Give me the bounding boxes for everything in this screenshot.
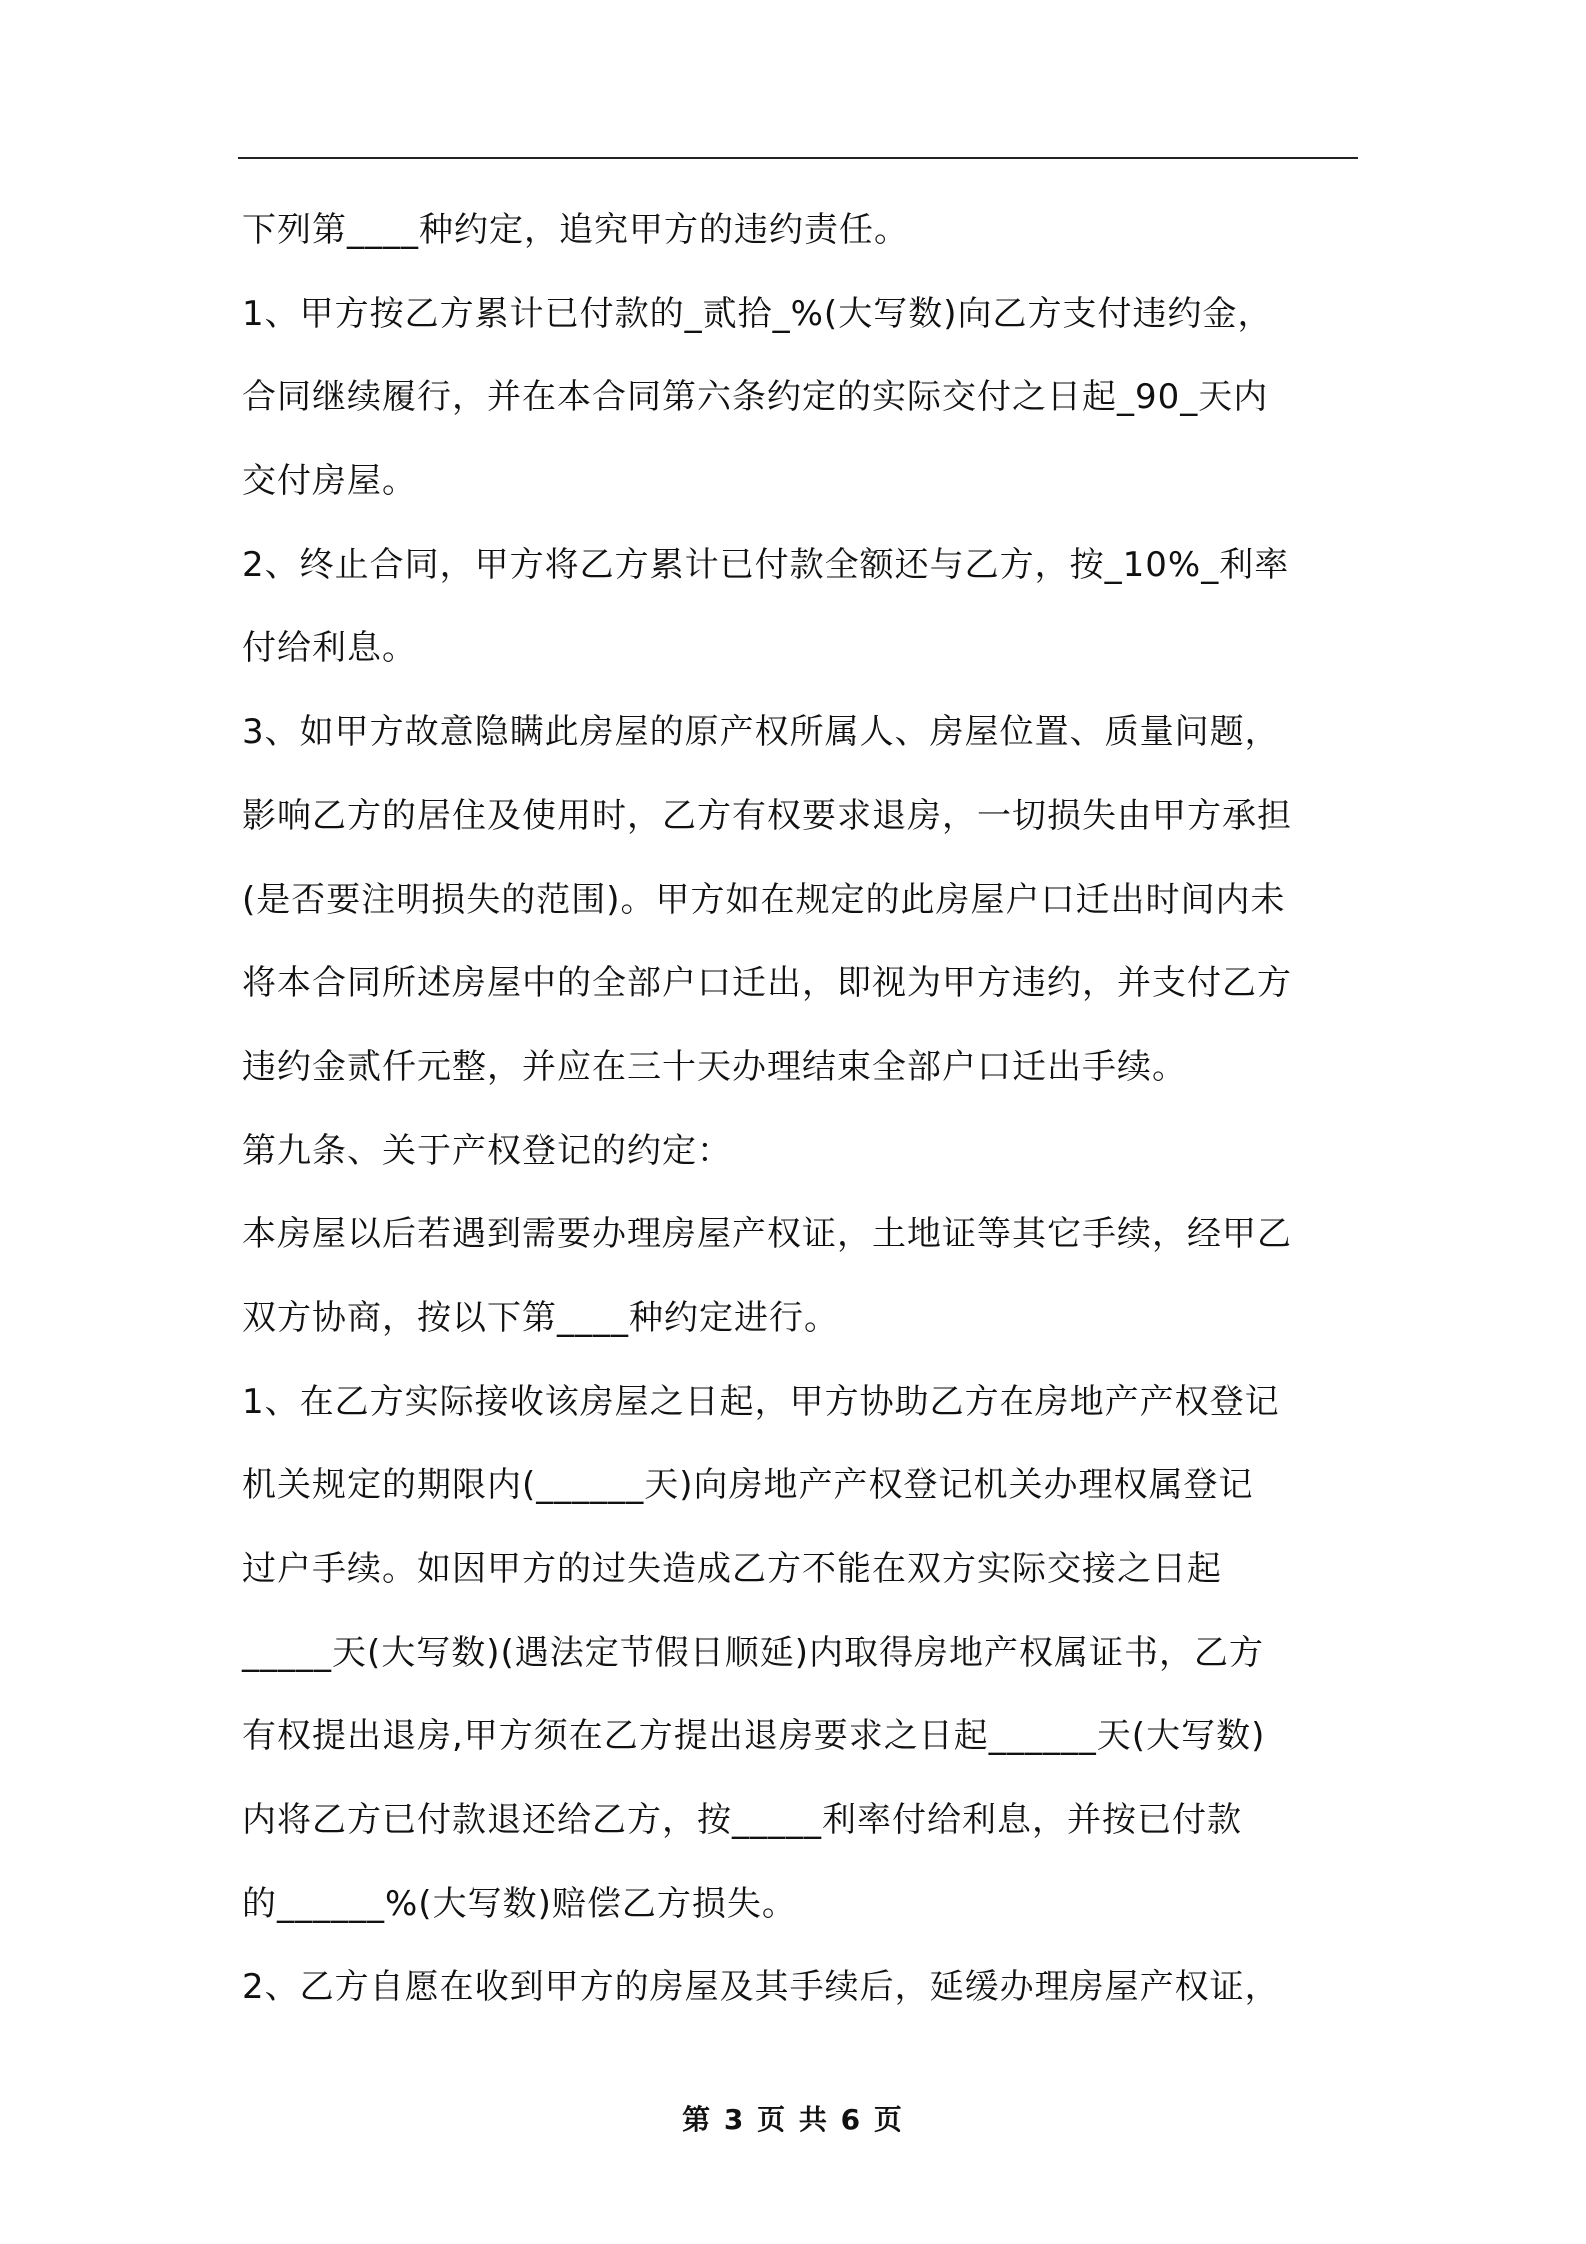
page-number: 第 3 页 共 6 页 — [682, 2103, 904, 2136]
text-line: 有权提出退房,甲方须在乙方提出退房要求之日起______天(大写数) — [242, 1716, 1266, 1757]
text-line: 交付房屋。 — [242, 461, 417, 502]
text-line: 付给利息。 — [242, 628, 417, 669]
text-line: 的______%(大写数)赔偿乙方损失。 — [242, 1883, 797, 1924]
document-body — [242, 196, 1360, 2037]
text-line: 3、如甲方故意隐瞒此房屋的原产权所属人、房屋位置、质量问题， — [242, 712, 1280, 753]
text-line: 1、甲方按乙方累计已付款的_贰拾_%(大写数)向乙方支付违约金， — [242, 293, 1273, 334]
text-line: 影响乙方的居住及使用时，乙方有权要求退房，一切损失由甲方承担 — [242, 795, 1292, 836]
text-line: 2、终止合同，甲方将乙方累计已付款全额还与乙方，按_10%_利率 — [242, 544, 1290, 585]
header-rule — [238, 157, 1358, 159]
text-line: 双方协商，按以下第____种约定进行。 — [242, 1297, 839, 1338]
text-line: 1、在乙方实际接收该房屋之日起，甲方协助乙方在房地产产权登记 — [242, 1381, 1280, 1422]
text-line: 违约金贰仟元整，并应在三十天办理结束全部户口迁出手续。 — [242, 1046, 1187, 1087]
text-line: 将本合同所述房屋中的全部户口迁出，即视为甲方违约，并支付乙方 — [242, 963, 1292, 1004]
text-line: 内将乙方已付款退还给乙方，按_____利率付给利息，并按已付款 — [242, 1800, 1242, 1841]
text-line: 本房屋以后若遇到需要办理房屋产权证，土地证等其它手续，经甲乙 — [242, 1214, 1292, 1255]
text-line: 2、乙方自愿在收到甲方的房屋及其手续后，延缓办理房屋产权证， — [242, 1967, 1280, 2008]
text-line: 机关规定的期限内(______天)向房地产产权登记机关办理权属登记 — [242, 1465, 1254, 1506]
text-line: 合同继续履行，并在本合同第六条约定的实际交付之日起_90_天内 — [242, 377, 1269, 418]
text-line: 过户手续。如因甲方的过失造成乙方不能在双方实际交接之日起 — [242, 1549, 1222, 1589]
text-line: (是否要注明损失的范围)。甲方如在规定的此房屋户口迁出时间内未 — [242, 879, 1286, 920]
section-heading: 第九条、关于产权登记的约定： — [242, 1130, 732, 1171]
text-line: 下列第____种约定，追究甲方的违约责任。 — [242, 210, 909, 250]
text-line: _____天(大写数)(遇法定节假日顺延)内取得房地产权属证书，乙方 — [242, 1632, 1265, 1673]
